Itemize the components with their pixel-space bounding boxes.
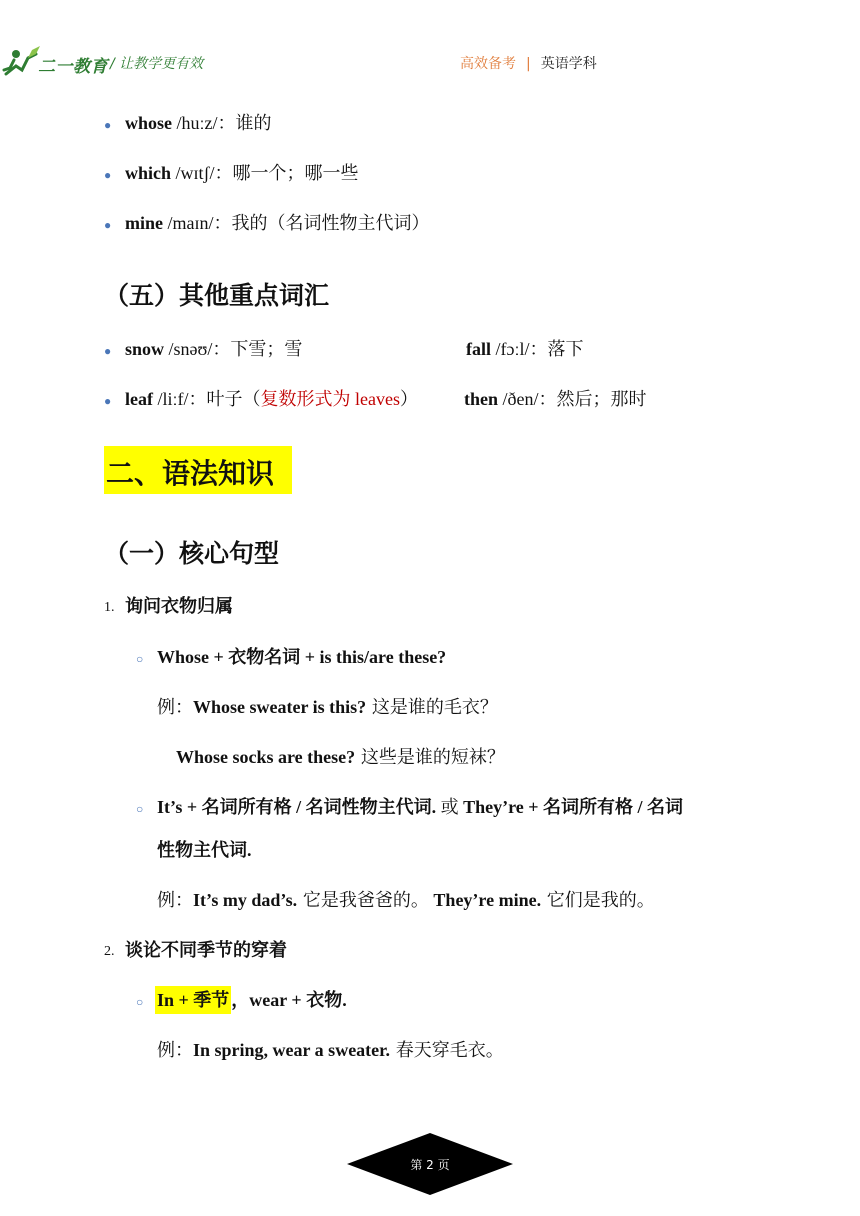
vocab-sep: ： bbox=[213, 213, 232, 234]
vocab-word: then bbox=[464, 389, 499, 409]
vocab-meaning: ：下雪；雪 bbox=[212, 339, 303, 360]
vocab-ipa: /liːf/ bbox=[157, 389, 189, 409]
section-heading: （五）其他重点词汇 bbox=[104, 281, 330, 310]
list-number: 1. bbox=[104, 600, 115, 615]
pattern-part: 名词性物主代词 bbox=[305, 797, 432, 818]
vocab-meaning: ：然后；那时 bbox=[538, 389, 647, 410]
vocab-item bbox=[466, 337, 584, 362]
circle-bullet-icon: ○ bbox=[136, 995, 144, 1009]
example-line bbox=[176, 745, 505, 770]
header-subject-label: 英语学科 bbox=[540, 56, 597, 72]
vocab-note-en: leaves bbox=[350, 389, 400, 409]
vocab-sep: ： bbox=[217, 113, 236, 134]
circle-bullet-icon: ○ bbox=[136, 802, 144, 816]
subsection-heading: （一）核心句型 bbox=[104, 539, 280, 568]
vocab-ipa: /huːz/ bbox=[176, 113, 218, 133]
bullet-icon: ● bbox=[104, 218, 112, 232]
slogan: / 让教学更有效 bbox=[110, 56, 204, 72]
pattern-part: Whose + bbox=[157, 647, 229, 667]
bullet-icon: ● bbox=[104, 344, 112, 358]
circle-bullet-icon: ○ bbox=[136, 652, 144, 666]
header-tag: 高效备考 bbox=[460, 56, 516, 72]
pattern-part: They’re + bbox=[458, 797, 544, 817]
pattern-part: 名词 bbox=[647, 797, 684, 818]
vocab-sep: ： bbox=[214, 163, 233, 184]
vocab-ipa: /fɔːl/ bbox=[495, 339, 530, 359]
grammar-title: 二、语法知识 bbox=[106, 457, 275, 490]
pattern-part: In + bbox=[157, 990, 194, 1010]
example-en: In spring, wear a sweater. bbox=[193, 1040, 390, 1060]
bullet-icon: ● bbox=[104, 168, 112, 182]
vocab-word: snow bbox=[125, 339, 165, 359]
vocab-meaning-end: ） bbox=[399, 389, 418, 410]
pattern-part: wear + bbox=[249, 990, 307, 1010]
pattern-part: + is this/are these? bbox=[300, 647, 447, 667]
example-line bbox=[157, 888, 655, 913]
example-line bbox=[157, 695, 498, 720]
header-subject bbox=[460, 53, 597, 73]
pattern-part: 性物主代词 bbox=[157, 840, 247, 861]
bullet-icon: ● bbox=[104, 394, 112, 408]
pattern-part: 或 bbox=[440, 797, 459, 818]
pattern-part: . bbox=[342, 990, 347, 1010]
pattern-part: It’s + bbox=[157, 797, 202, 817]
example-en: They’re mine. bbox=[428, 890, 542, 910]
vocab-word: mine bbox=[125, 213, 163, 233]
pattern-part: / bbox=[633, 797, 648, 817]
bullet-icon: ● bbox=[104, 118, 112, 132]
vocab-meaning: 哪一个；哪一些 bbox=[232, 163, 359, 184]
pattern-part: 名词所有格 bbox=[201, 797, 292, 818]
vocab-word: whose bbox=[125, 113, 173, 133]
example-zh: 这些是谁的短袜？ bbox=[355, 747, 505, 768]
pattern-part: . bbox=[247, 840, 252, 860]
pattern-part: 衣物 bbox=[306, 990, 343, 1011]
header-separator: | bbox=[526, 56, 531, 72]
example-label: 例： bbox=[157, 890, 193, 911]
vocab-ipa: /snəʊ/ bbox=[168, 339, 213, 359]
vocab-word: fall bbox=[466, 339, 491, 359]
example-zh: 它们是我的。 bbox=[541, 890, 655, 911]
example-zh: 它是我爸爸的。 bbox=[297, 890, 429, 911]
example-zh: 这是谁的毛衣？ bbox=[366, 697, 498, 718]
vocab-meaning: 谁的 bbox=[235, 113, 272, 134]
list-number: 2. bbox=[104, 944, 115, 959]
vocab-item bbox=[464, 387, 647, 412]
vocab-word: leaf bbox=[125, 389, 153, 409]
highlight bbox=[155, 986, 231, 1014]
runner-icon bbox=[2, 44, 42, 80]
vocab-item bbox=[125, 211, 430, 236]
vocab-word: which bbox=[125, 163, 172, 183]
vocab-ipa: /ðen/ bbox=[502, 389, 539, 409]
vocab-item bbox=[125, 387, 418, 412]
example-line bbox=[157, 1038, 504, 1063]
pattern-part: 季节 bbox=[193, 990, 230, 1011]
vocab-item bbox=[125, 337, 302, 362]
example-label: 例： bbox=[157, 697, 193, 718]
pattern-line bbox=[157, 645, 446, 670]
example-zh: 春天穿毛衣。 bbox=[390, 1040, 504, 1061]
answer-pattern-line-1 bbox=[157, 795, 683, 820]
pattern-part: . bbox=[431, 797, 441, 817]
item-title: 谈论不同季节的穿着 bbox=[125, 940, 287, 961]
example-label: 例： bbox=[157, 1040, 193, 1061]
pattern-part: ， bbox=[231, 990, 250, 1011]
example-en: Whose socks are these? bbox=[176, 747, 356, 767]
example-en: Whose sweater is this? bbox=[193, 697, 367, 717]
example-en: It’s my dad’s. bbox=[193, 890, 298, 910]
answer-pattern-line-2 bbox=[157, 838, 252, 863]
vocab-note: 复数形式为 bbox=[260, 389, 351, 410]
vocab-meaning: ：落下 bbox=[529, 339, 584, 360]
vocab-ipa: /wɪtʃ/ bbox=[175, 163, 215, 183]
vocab-item bbox=[125, 161, 359, 186]
vocab-meaning: ：叶子（ bbox=[188, 389, 261, 410]
page-number: 第 2 页 bbox=[410, 1158, 450, 1172]
logo-text: 二一教育 bbox=[38, 57, 108, 77]
pattern-part: / bbox=[291, 797, 306, 817]
vocab-meaning: 我的（名词性物主代词） bbox=[231, 213, 430, 234]
item-title: 询问衣物归属 bbox=[125, 596, 233, 617]
pattern-part: 名词所有格 bbox=[543, 797, 634, 818]
grammar-title-box bbox=[104, 446, 292, 494]
pattern-part: 衣物名词 bbox=[228, 647, 301, 668]
vocab-ipa: /maɪn/ bbox=[167, 213, 214, 233]
vocab-item bbox=[125, 111, 272, 136]
pattern-line bbox=[155, 988, 347, 1013]
